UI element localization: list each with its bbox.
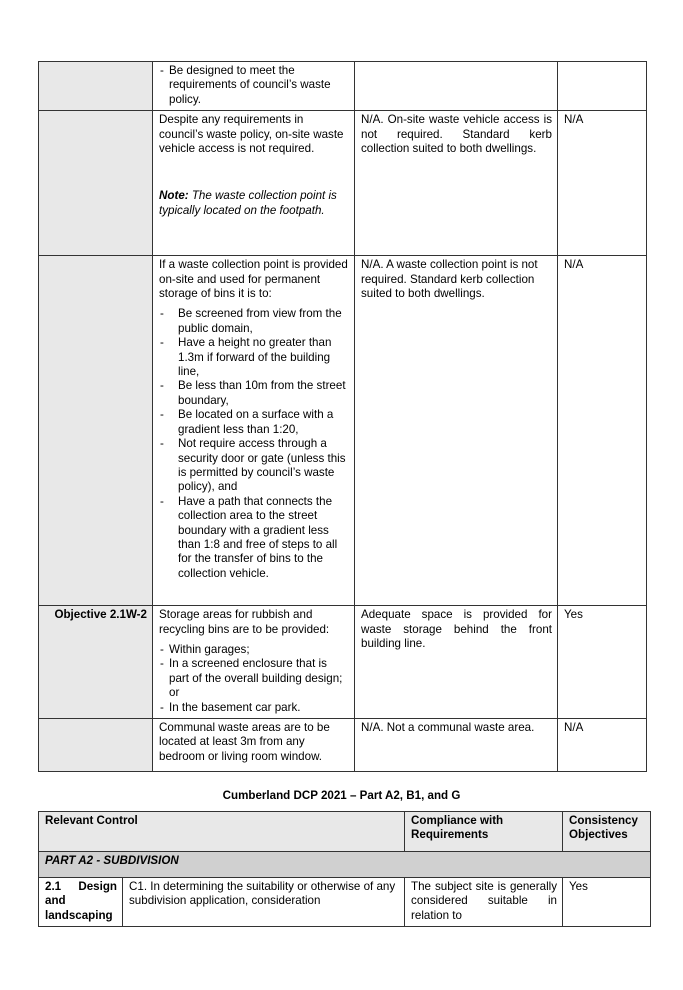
compliance-cell: The subject site is generally considered suitable in relation to <box>405 878 563 927</box>
consistency-cell: Yes <box>558 606 647 719</box>
objective-cell <box>39 111 153 256</box>
compliance-cell: N/A. Not a communal waste area. <box>355 719 558 772</box>
dash-list <box>159 64 349 107</box>
list-item: - Be designed to meet the requirements of council’s waste policy. <box>159 64 349 107</box>
control-intro: Storage areas for rubbish and recycling bins are to be provided: <box>159 608 330 636</box>
list-item: - Within garages; <box>159 643 349 657</box>
list-item: - Not require access through a security door or gate (unless this is permitted by council’s waste policy), and <box>159 437 349 495</box>
compliance-cell <box>355 62 558 111</box>
list-item: - Be less than 10m from the street boundary, <box>159 379 349 408</box>
list-item: - Be located on a surface with a gradient less than 1:20, <box>159 408 349 437</box>
note-text: Note: The waste collection point is typically located on the footpath. <box>159 189 337 217</box>
control-cell <box>153 256 355 606</box>
control-cell <box>153 111 355 256</box>
consistency-cell: N/A <box>558 719 647 772</box>
table-row <box>39 878 651 927</box>
assessment-table-continued <box>38 61 647 772</box>
objective-cell <box>39 719 153 772</box>
consistency-cell: Yes <box>563 878 651 927</box>
table-row <box>39 719 647 772</box>
section-row <box>39 852 651 878</box>
header-consistency: Consistency Objectives <box>563 812 651 852</box>
table-row <box>39 62 647 111</box>
control-intro: If a waste collection point is provided on-site and used for permanent storage of bins it is to: <box>159 258 348 301</box>
control-text: Despite any requirements in council’s waste policy, on-site waste vehicle access is not required. <box>159 113 344 156</box>
list-item: - Have a height no greater than 1.3m if forward of the building line, <box>159 336 349 379</box>
compliance-cell: N/A. On-site waste vehicle access is not required. Standard kerb collection suited to both dwellings. <box>355 111 558 256</box>
consistency-cell: N/A <box>558 256 647 606</box>
table-row <box>39 256 647 606</box>
table-header-row <box>39 812 651 852</box>
section-heading: Cumberland DCP 2021 – Part A2, B1, and G <box>222 789 461 802</box>
list-item: - In the basement car park. <box>159 701 349 715</box>
header-compliance: Compliance with Requirements <box>405 812 563 852</box>
compliance-cell: Adequate space is provided for waste storage behind the front building line. <box>355 606 558 719</box>
table-row <box>39 606 647 719</box>
consistency-cell: N/A <box>558 111 647 256</box>
control-cell: C1. In determining the suitability or otherwise of any subdivision application, consideration <box>123 878 405 927</box>
control-cell: Communal waste areas are to be located at least 3m from any bedroom or living room window. <box>153 719 355 772</box>
table-row <box>39 111 647 256</box>
compliance-cell: N/A. A waste collection point is not required. Standard kerb collection suited to both dwellings. <box>355 256 558 606</box>
header-relevant-control: Relevant Control <box>39 812 405 852</box>
control-cell <box>153 62 355 111</box>
dash-list <box>159 307 349 581</box>
section-label: PART A2 - SUBDIVISION <box>39 852 651 878</box>
list-item: - Have a path that connects the collection area to the street boundary with a gradient less than 1:8 and free of steps to all for the transfer of bins to the collection vehicle. <box>159 495 349 581</box>
list-item: - In a screened enclosure that is part of the overall building design; or <box>159 657 349 700</box>
objective-label: Objective 2.1W-2 <box>39 606 153 719</box>
control-cell <box>153 606 355 719</box>
row-label: 2.1 Design and landscaping <box>39 878 123 927</box>
objective-cell <box>39 256 153 606</box>
consistency-cell <box>558 62 647 111</box>
dash-list <box>159 643 349 715</box>
list-item: - Be screened from view from the public domain, <box>159 307 349 336</box>
objective-cell <box>39 62 153 111</box>
note-label: Note: <box>159 189 189 203</box>
dcp-assessment-table <box>38 811 651 927</box>
